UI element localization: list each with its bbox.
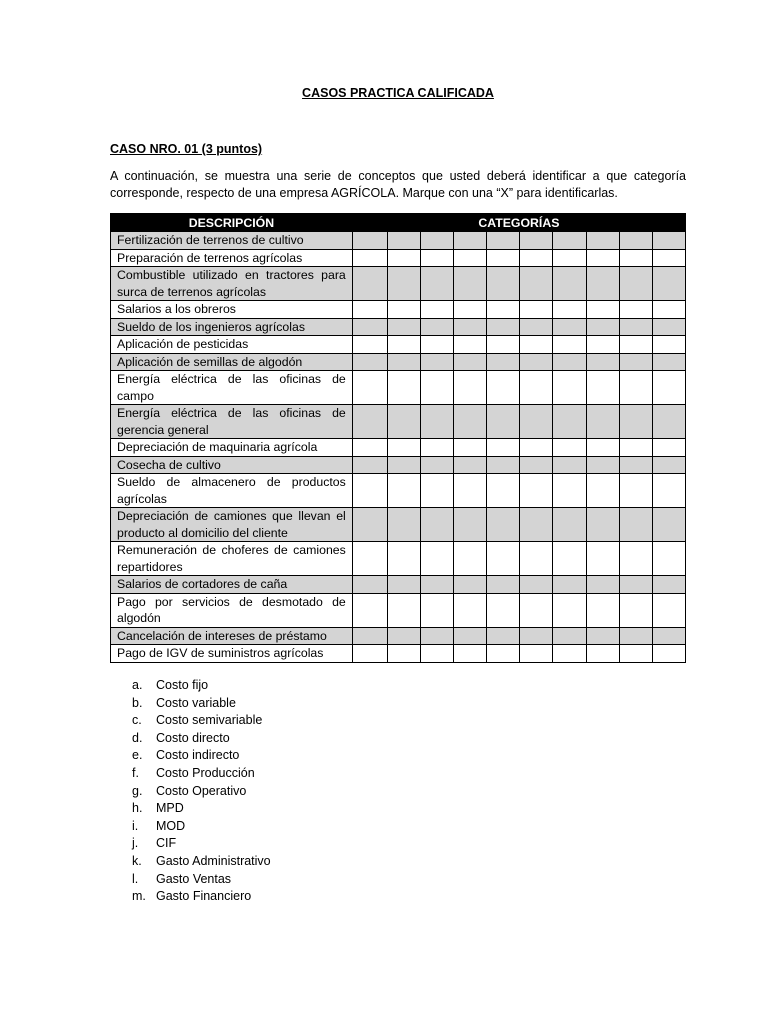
category-mark-cell[interactable]: [520, 508, 553, 542]
category-mark-cell[interactable]: [387, 336, 420, 354]
category-mark-cell[interactable]: [352, 593, 387, 627]
category-mark-cell[interactable]: [520, 593, 553, 627]
option-label: Costo Producción: [156, 765, 255, 780]
category-mark-cell[interactable]: [487, 371, 520, 405]
category-mark-cell[interactable]: [420, 249, 453, 267]
category-mark-cell[interactable]: [520, 318, 553, 336]
category-mark-cell[interactable]: [520, 439, 553, 457]
table-header-row: [111, 214, 686, 232]
category-mark-cell[interactable]: [420, 439, 453, 457]
category-mark-cell[interactable]: [520, 267, 553, 301]
category-mark-cell[interactable]: [553, 232, 586, 250]
category-mark-cell[interactable]: [553, 371, 586, 405]
category-mark-cell[interactable]: [586, 627, 619, 645]
document-title: CASOS PRACTICA CALIFICADA: [302, 86, 494, 100]
list-item: [110, 800, 271, 818]
category-mark-cell[interactable]: [553, 542, 586, 576]
category-mark-cell[interactable]: [586, 353, 619, 371]
concept-description: Fertilización de terrenos de cultivo: [111, 232, 353, 250]
category-mark-cell[interactable]: [420, 353, 453, 371]
category-mark-cell[interactable]: [553, 267, 586, 301]
category-mark-cell[interactable]: [487, 318, 520, 336]
table-row: [111, 456, 686, 474]
list-item: [110, 783, 271, 801]
option-letter: d.: [132, 730, 143, 745]
category-mark-cell[interactable]: [387, 232, 420, 250]
category-mark-cell[interactable]: [586, 232, 619, 250]
category-mark-cell[interactable]: [586, 301, 619, 319]
category-mark-cell[interactable]: [586, 371, 619, 405]
category-mark-cell[interactable]: [619, 249, 652, 267]
category-mark-cell[interactable]: [387, 318, 420, 336]
category-mark-cell[interactable]: [553, 318, 586, 336]
category-mark-cell[interactable]: [520, 576, 553, 594]
category-mark-cell[interactable]: [487, 249, 520, 267]
category-mark-cell[interactable]: [454, 301, 487, 319]
category-mark-cell[interactable]: [619, 593, 652, 627]
option-label: Costo indirecto: [156, 748, 240, 763]
list-item: [110, 712, 271, 730]
category-mark-cell[interactable]: [520, 371, 553, 405]
category-mark-cell[interactable]: [586, 645, 619, 663]
option-label: MOD: [156, 818, 186, 833]
table-row: [111, 576, 686, 594]
category-mark-cell[interactable]: [520, 336, 553, 354]
category-mark-cell[interactable]: [420, 371, 453, 405]
option-letter: j.: [132, 836, 139, 851]
concept-description: Preparación de terrenos agrícolas: [111, 249, 353, 267]
category-mark-cell[interactable]: [352, 267, 387, 301]
list-item: [110, 677, 271, 695]
category-mark-cell[interactable]: [352, 249, 387, 267]
category-mark-cell[interactable]: [487, 474, 520, 508]
category-mark-cell[interactable]: [553, 627, 586, 645]
category-mark-cell[interactable]: [352, 232, 387, 250]
category-mark-cell[interactable]: [652, 627, 685, 645]
concept-description: Aplicación de pesticidas: [111, 336, 353, 354]
category-mark-cell[interactable]: [420, 645, 453, 663]
list-item: [110, 835, 271, 853]
category-mark-cell[interactable]: [352, 645, 387, 663]
category-mark-cell[interactable]: [619, 301, 652, 319]
option-label: Costo directo: [156, 730, 230, 745]
category-mark-cell[interactable]: [487, 336, 520, 354]
category-mark-cell[interactable]: [454, 249, 487, 267]
category-mark-cell[interactable]: [454, 456, 487, 474]
category-mark-cell[interactable]: [586, 508, 619, 542]
category-mark-cell[interactable]: [352, 542, 387, 576]
category-mark-cell[interactable]: [586, 456, 619, 474]
category-mark-cell[interactable]: [387, 576, 420, 594]
option-letter: h.: [132, 801, 143, 816]
category-mark-cell[interactable]: [553, 474, 586, 508]
category-mark-cell[interactable]: [520, 542, 553, 576]
list-item: [110, 730, 271, 748]
category-mark-cell[interactable]: [454, 576, 487, 594]
category-mark-cell[interactable]: [652, 353, 685, 371]
category-mark-cell[interactable]: [652, 371, 685, 405]
concept-description: Energía eléctrica de las oficinas de campo: [111, 371, 353, 405]
category-mark-cell[interactable]: [652, 336, 685, 354]
category-mark-cell[interactable]: [553, 353, 586, 371]
concept-description: Depreciación de maquinaria agrícola: [111, 439, 353, 457]
category-mark-cell[interactable]: [586, 542, 619, 576]
option-label: Costo Operativo: [156, 783, 247, 798]
category-mark-cell[interactable]: [454, 474, 487, 508]
table-row: [111, 474, 686, 508]
category-mark-cell[interactable]: [652, 405, 685, 439]
category-mark-cell[interactable]: [454, 318, 487, 336]
category-mark-cell[interactable]: [387, 456, 420, 474]
category-mark-cell[interactable]: [619, 645, 652, 663]
concept-description: Combustible utilizado en tractores para surca de terrenos agrícolas: [111, 267, 353, 301]
category-mark-cell[interactable]: [553, 593, 586, 627]
concept-description: Sueldo de almacenero de productos agrícolas: [111, 474, 353, 508]
category-mark-cell[interactable]: [652, 474, 685, 508]
category-mark-cell[interactable]: [387, 627, 420, 645]
category-mark-cell[interactable]: [553, 301, 586, 319]
category-mark-cell[interactable]: [652, 301, 685, 319]
list-item: [110, 747, 271, 765]
category-mark-cell[interactable]: [520, 405, 553, 439]
category-mark-cell[interactable]: [420, 405, 453, 439]
category-mark-cell[interactable]: [420, 456, 453, 474]
category-mark-cell[interactable]: [454, 371, 487, 405]
concept-description: Energía eléctrica de las oficinas de gerencia general: [111, 405, 353, 439]
category-mark-cell[interactable]: [520, 301, 553, 319]
category-mark-cell[interactable]: [520, 627, 553, 645]
table-body: [111, 232, 686, 663]
option-label: Costo semivariable: [156, 713, 263, 728]
category-mark-cell[interactable]: [487, 576, 520, 594]
category-mark-cell[interactable]: [487, 301, 520, 319]
option-letter: m.: [132, 889, 146, 904]
table-row: [111, 249, 686, 267]
list-item: [110, 765, 271, 783]
category-mark-cell[interactable]: [352, 576, 387, 594]
table-row: [111, 542, 686, 576]
category-mark-cell[interactable]: [520, 353, 553, 371]
category-mark-cell[interactable]: [619, 405, 652, 439]
category-mark-cell[interactable]: [387, 508, 420, 542]
category-mark-cell[interactable]: [487, 593, 520, 627]
category-mark-cell[interactable]: [487, 439, 520, 457]
table-row: [111, 405, 686, 439]
list-item: [110, 888, 271, 906]
category-mark-cell[interactable]: [420, 593, 453, 627]
category-mark-cell[interactable]: [387, 645, 420, 663]
category-mark-cell[interactable]: [487, 353, 520, 371]
category-mark-cell[interactable]: [586, 405, 619, 439]
category-mark-cell[interactable]: [586, 267, 619, 301]
category-mark-cell[interactable]: [619, 627, 652, 645]
category-mark-cell[interactable]: [520, 456, 553, 474]
category-mark-cell[interactable]: [520, 474, 553, 508]
category-mark-cell[interactable]: [520, 645, 553, 663]
category-mark-cell[interactable]: [454, 353, 487, 371]
category-mark-cell[interactable]: [652, 508, 685, 542]
category-mark-cell[interactable]: [420, 627, 453, 645]
category-mark-cell[interactable]: [454, 439, 487, 457]
category-mark-cell[interactable]: [420, 232, 453, 250]
category-mark-cell[interactable]: [619, 353, 652, 371]
category-mark-cell[interactable]: [652, 249, 685, 267]
category-mark-cell[interactable]: [454, 336, 487, 354]
option-letter: k.: [132, 853, 142, 868]
table-row: [111, 336, 686, 354]
category-mark-cell[interactable]: [487, 456, 520, 474]
category-mark-cell[interactable]: [420, 301, 453, 319]
option-letter: g.: [132, 783, 143, 798]
list-item: [110, 853, 271, 871]
classification-table: [110, 213, 686, 663]
table-row: [111, 301, 686, 319]
category-mark-cell[interactable]: [586, 249, 619, 267]
concept-description: Salarios a los obreros: [111, 301, 353, 319]
category-mark-cell[interactable]: [454, 405, 487, 439]
table-row: [111, 508, 686, 542]
category-mark-cell[interactable]: [454, 508, 487, 542]
category-mark-cell[interactable]: [652, 439, 685, 457]
concept-description: Salarios de cortadores de caña: [111, 576, 353, 594]
concept-description: Aplicación de semillas de algodón: [111, 353, 353, 371]
table-row: [111, 627, 686, 645]
category-mark-cell[interactable]: [586, 439, 619, 457]
category-mark-cell[interactable]: [520, 249, 553, 267]
category-mark-cell[interactable]: [454, 232, 487, 250]
category-mark-cell[interactable]: [387, 301, 420, 319]
case-instructions: A continuación, se muestra una serie de conceptos que usted deberá identificar a que categoría corresponde, respecto de una empresa AGRÍCOLA. Marque con una “X” para identificarlas.: [110, 169, 686, 200]
category-mark-cell[interactable]: [520, 232, 553, 250]
category-mark-cell[interactable]: [352, 405, 387, 439]
header-categories: CATEGORÍAS: [352, 214, 685, 232]
concept-description: Cancelación de intereses de préstamo: [111, 627, 353, 645]
category-mark-cell[interactable]: [352, 371, 387, 405]
option-label: Gasto Financiero: [156, 889, 252, 904]
option-label: Gasto Ventas: [156, 871, 232, 886]
list-item: [110, 818, 271, 836]
option-label: Gasto Administrativo: [156, 853, 271, 868]
category-mark-cell[interactable]: [352, 353, 387, 371]
category-mark-cell[interactable]: [487, 405, 520, 439]
category-mark-cell[interactable]: [420, 336, 453, 354]
concept-description: Cosecha de cultivo: [111, 456, 353, 474]
category-mark-cell[interactable]: [619, 371, 652, 405]
category-mark-cell[interactable]: [487, 267, 520, 301]
category-mark-cell[interactable]: [652, 593, 685, 627]
table-row: [111, 267, 686, 301]
category-mark-cell[interactable]: [487, 645, 520, 663]
category-mark-cell[interactable]: [553, 508, 586, 542]
option-letter: f.: [132, 765, 139, 780]
category-mark-cell[interactable]: [387, 353, 420, 371]
category-mark-cell[interactable]: [387, 542, 420, 576]
category-mark-cell[interactable]: [553, 249, 586, 267]
category-mark-cell[interactable]: [454, 593, 487, 627]
category-mark-cell[interactable]: [619, 508, 652, 542]
category-mark-cell[interactable]: [586, 336, 619, 354]
category-mark-cell[interactable]: [454, 627, 487, 645]
category-mark-cell[interactable]: [352, 439, 387, 457]
category-mark-cell[interactable]: [387, 405, 420, 439]
category-mark-cell[interactable]: [619, 542, 652, 576]
category-mark-cell[interactable]: [652, 232, 685, 250]
option-letter: c.: [132, 713, 142, 728]
category-mark-cell[interactable]: [487, 232, 520, 250]
table-row: [111, 232, 686, 250]
category-mark-cell[interactable]: [454, 645, 487, 663]
category-mark-cell[interactable]: [387, 593, 420, 627]
table-row: [111, 439, 686, 457]
category-mark-cell[interactable]: [586, 576, 619, 594]
category-mark-cell[interactable]: [553, 576, 586, 594]
category-mark-cell[interactable]: [652, 267, 685, 301]
table-row: [111, 318, 686, 336]
concept-description: Pago de IGV de suministros agrícolas: [111, 645, 353, 663]
category-mark-cell[interactable]: [553, 405, 586, 439]
category-mark-cell[interactable]: [619, 318, 652, 336]
option-label: Costo fijo: [156, 678, 209, 692]
category-mark-cell[interactable]: [652, 576, 685, 594]
category-mark-cell[interactable]: [619, 232, 652, 250]
category-mark-cell[interactable]: [586, 593, 619, 627]
category-mark-cell[interactable]: [420, 576, 453, 594]
table-row: [111, 371, 686, 405]
category-mark-cell[interactable]: [387, 267, 420, 301]
category-mark-cell[interactable]: [387, 371, 420, 405]
option-label: CIF: [156, 836, 177, 851]
category-mark-cell[interactable]: [619, 474, 652, 508]
table-row: [111, 645, 686, 663]
category-mark-cell[interactable]: [454, 542, 487, 576]
concept-description: Sueldo de los ingenieros agrícolas: [111, 318, 353, 336]
category-mark-cell[interactable]: [487, 627, 520, 645]
option-letter: a.: [132, 678, 143, 692]
category-mark-cell[interactable]: [352, 318, 387, 336]
list-item: [110, 871, 271, 889]
category-mark-cell[interactable]: [352, 336, 387, 354]
category-mark-cell[interactable]: [619, 336, 652, 354]
option-label: Costo variable: [156, 695, 236, 710]
header-description: DESCRIPCIÓN: [111, 214, 353, 232]
category-mark-cell[interactable]: [553, 439, 586, 457]
category-mark-cell[interactable]: [553, 336, 586, 354]
category-mark-cell[interactable]: [352, 627, 387, 645]
category-mark-cell[interactable]: [352, 508, 387, 542]
category-mark-cell[interactable]: [352, 474, 387, 508]
category-mark-cell[interactable]: [454, 267, 487, 301]
category-mark-cell[interactable]: [652, 318, 685, 336]
category-mark-cell[interactable]: [420, 508, 453, 542]
category-options-list: [110, 677, 271, 906]
category-mark-cell[interactable]: [420, 542, 453, 576]
list-item: [110, 695, 271, 713]
category-mark-cell[interactable]: [619, 439, 652, 457]
category-mark-cell[interactable]: [553, 645, 586, 663]
option-label: MPD: [156, 801, 184, 816]
concept-description: Depreciación de camiones que llevan el producto al domicilio del cliente: [111, 508, 353, 542]
category-mark-cell[interactable]: [352, 301, 387, 319]
category-mark-cell[interactable]: [420, 318, 453, 336]
category-mark-cell[interactable]: [352, 456, 387, 474]
category-mark-cell[interactable]: [619, 456, 652, 474]
category-mark-cell[interactable]: [652, 645, 685, 663]
category-mark-cell[interactable]: [619, 576, 652, 594]
option-letter: i.: [132, 818, 139, 833]
concept-description: Remuneración de choferes de camiones repartidores: [111, 542, 353, 576]
category-mark-cell[interactable]: [652, 542, 685, 576]
option-letter: b.: [132, 695, 143, 710]
category-mark-cell[interactable]: [553, 456, 586, 474]
category-mark-cell[interactable]: [487, 508, 520, 542]
category-mark-cell[interactable]: [420, 267, 453, 301]
category-mark-cell[interactable]: [387, 439, 420, 457]
table-row: [111, 353, 686, 371]
category-mark-cell[interactable]: [420, 474, 453, 508]
category-mark-cell[interactable]: [387, 249, 420, 267]
category-mark-cell[interactable]: [487, 542, 520, 576]
table-row: [111, 593, 686, 627]
option-letter: e.: [132, 748, 143, 763]
concept-description: Pago por servicios de desmotado de algodón: [111, 593, 353, 627]
category-mark-cell[interactable]: [619, 267, 652, 301]
category-mark-cell[interactable]: [586, 474, 619, 508]
category-mark-cell[interactable]: [586, 318, 619, 336]
category-mark-cell[interactable]: [387, 474, 420, 508]
option-letter: l.: [132, 871, 139, 886]
case-heading: CASO NRO. 01 (3 puntos): [110, 142, 263, 156]
category-mark-cell[interactable]: [652, 456, 685, 474]
